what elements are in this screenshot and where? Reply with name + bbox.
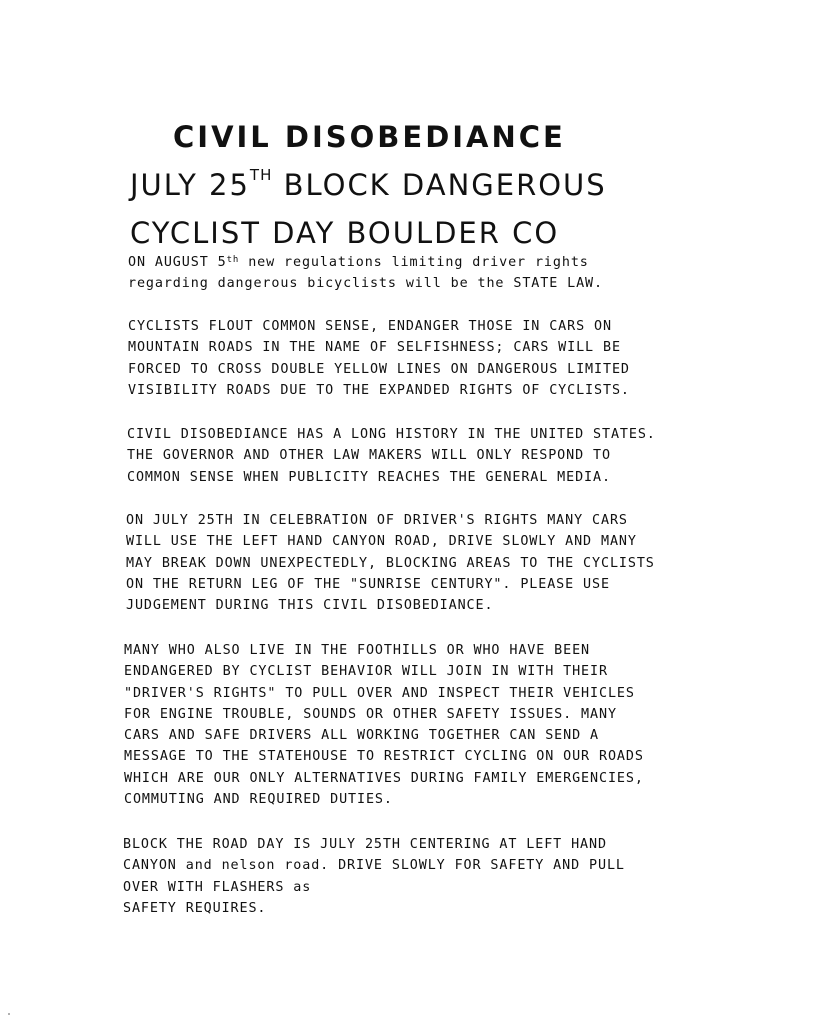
paragraph-line: WILL USE THE LEFT HAND CANYON ROAD, DRIVE SLOWLY AND MANY xyxy=(126,534,637,550)
paragraph-line: OVER WITH FLASHERS as xyxy=(123,879,312,895)
paragraph-line: ON JULY 25TH IN CELEBRATION OF DRIVER'S RIGHTS MANY CARS xyxy=(126,513,628,528)
heading-line-2 xyxy=(130,168,607,202)
paragraph-line: CIVIL DISOBEDIANCE HAS A LONG HISTORY IN THE UNITED STATES. xyxy=(127,427,656,442)
paragraph-line: CYCLISTS FLOUT COMMON SENSE, ENDANGER THOSE IN CARS ON xyxy=(128,319,612,334)
intro-line-1-text: new regulations limiting driver rights xyxy=(239,255,589,270)
paragraph-line: VISIBILITY ROADS DUE TO THE EXPANDED RIGHTS OF CYCLISTS. xyxy=(128,382,630,398)
paragraph-line: CARS AND SAFE DRIVERS ALL WORKING TOGETHER CAN SEND A xyxy=(124,728,599,744)
paragraph-line: COMMUTING AND REQUIRED DUTIES. xyxy=(124,792,393,808)
scan-speck xyxy=(8,1013,10,1015)
paragraph-line: BLOCK THE ROAD DAY IS JULY 25TH CENTERING AT LEFT HAND xyxy=(123,837,607,852)
paragraph-line: WHICH ARE OUR ONLY ALTERNATIVES DURING FAMILY EMERGENCIES, xyxy=(124,770,644,786)
paragraph-foothills xyxy=(124,640,734,810)
paragraph-line: JUDGEMENT DURING THIS CIVIL DISOBEDIANCE. xyxy=(126,598,494,614)
paragraph-line: MANY WHO ALSO LIVE IN THE FOOTHILLS OR WHO HAVE BEEN xyxy=(124,643,591,658)
heading-line-1: CIVIL DISOBEDIANCE xyxy=(173,120,566,154)
paragraph-line: CANYON and nelson road. DRIVE SLOWLY FOR SAFETY AND PULL xyxy=(123,858,625,874)
intro-date: ON AUGUST 5 xyxy=(128,255,227,270)
paragraph-history xyxy=(127,424,737,488)
heading-line-3: CYCLIST DAY BOULDER CO xyxy=(130,216,560,250)
heading-date: JULY 25 xyxy=(130,168,250,202)
intro-line-1 xyxy=(128,252,738,273)
paragraph-july-25 xyxy=(126,510,736,616)
intro-date-superscript: th xyxy=(226,255,240,265)
paragraph-block-road-day xyxy=(123,834,733,919)
paragraph-line: ENDANGERED BY CYCLIST BEHAVIOR WILL JOIN IN WITH THEIR xyxy=(124,664,608,680)
paragraph-line: "DRIVER'S RIGHTS" TO PULL OVER AND INSPECT THEIR VEHICLES xyxy=(124,685,635,701)
paragraph-line: MAY BREAK DOWN UNEXPECTEDLY, BLOCKING AREAS TO THE CYCLISTS xyxy=(126,555,655,571)
intro-paragraph xyxy=(128,252,738,295)
intro-line-2: regarding dangerous bicyclists will be the STATE LAW. xyxy=(128,276,603,292)
heading-line-2-text: BLOCK DANGEROUS xyxy=(272,168,607,202)
paragraph-line: MESSAGE TO THE STATEHOUSE TO RESTRICT CYCLING ON OUR ROADS xyxy=(124,749,644,765)
paragraph-line: COMMON SENSE WHEN PUBLICITY REACHES THE GENERAL MEDIA. xyxy=(127,469,611,485)
paragraph-line: SAFETY REQUIRES. xyxy=(123,900,267,916)
paragraph-line: FORCED TO CROSS DOUBLE YELLOW LINES ON DANGEROUS LIMITED xyxy=(128,361,630,377)
paragraph-line: THE GOVERNOR AND OTHER LAW MAKERS WILL ONLY RESPOND TO xyxy=(127,448,611,464)
heading-date-superscript: TH xyxy=(249,166,273,184)
paragraph-line: ON THE RETURN LEG OF THE "SUNRISE CENTURY". PLEASE USE xyxy=(126,576,610,592)
paragraph-line: FOR ENGINE TROUBLE, SOUNDS OR OTHER SAFETY ISSUES. MANY xyxy=(124,706,617,722)
paragraph-line: MOUNTAIN ROADS IN THE NAME OF SELFISHNESS; CARS WILL BE xyxy=(128,340,621,356)
paragraph-cyclists xyxy=(128,316,738,401)
